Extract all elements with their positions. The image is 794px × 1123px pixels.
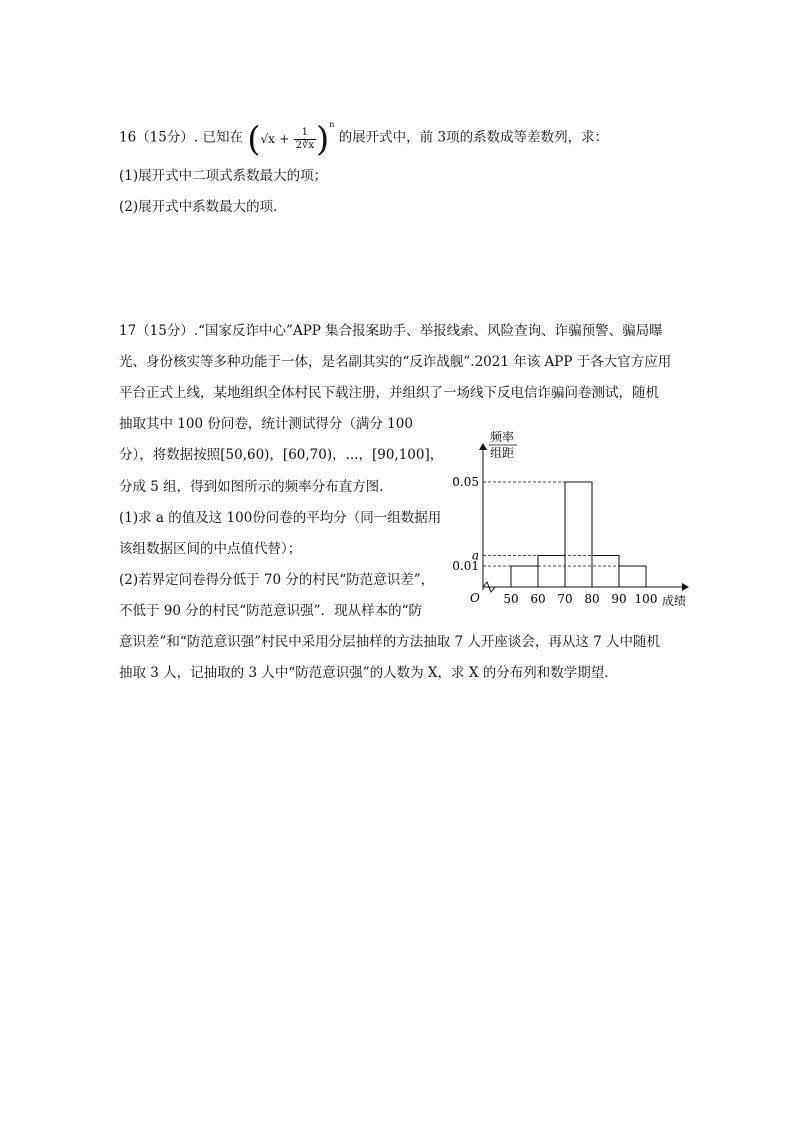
histogram-bar xyxy=(511,566,538,587)
q17-line-4: 抽取其中 100 份问卷，统计测试得分（满分 100 xyxy=(119,416,413,432)
frequency-histogram xyxy=(448,424,698,614)
exponent-n: n xyxy=(329,120,335,129)
x-axis-label: 成绩 xyxy=(662,594,687,608)
y-tick-label: 0.01 xyxy=(452,559,479,573)
q17-line-7: (1)求 a 的值及这 100份问卷的平均分（同一组数据用 xyxy=(119,510,442,526)
binomial-expression: (√x + $\frac{1}{2∛x}$ )$^n$ xyxy=(247,119,335,160)
y-label-bottom: 组距 xyxy=(490,446,515,460)
q17-line-2: 光、身份核实等多种功能于一体，是名副其实的“反诈战舰”.2021 年该 APP 于各大官方应用 xyxy=(119,354,672,370)
q17-line-6: 分成 5 组，得到如图所示的频率分布直方图. xyxy=(119,479,384,495)
histogram-bar xyxy=(538,556,565,588)
q17-line-8: 该组数据区间的中点值代替）； xyxy=(119,541,302,557)
q16-head: 16（15分）. 已知在 xyxy=(119,129,243,146)
q17-line-11: 意识差”和“防范意识强”村民中采用分层抽样的方法抽取 7 人开座谈会，再从这 7 人中随机 xyxy=(119,634,661,650)
q17-line-5: 分），将数据按照[50,60)，[60,70)，...，[90,100]， xyxy=(119,447,444,463)
y-tick-label: a xyxy=(471,548,479,563)
x-tick-label: 60 xyxy=(530,592,546,606)
plus-sign: + xyxy=(279,132,290,146)
y-tick-label: 0.05 xyxy=(452,475,479,489)
fraction-numerator: 1 xyxy=(294,127,316,140)
histogram-bar xyxy=(592,556,619,588)
q16-statement xyxy=(119,117,608,159)
q17-line-10: 不低于 90 分的村民“防范意识强”．现从样本的“防 xyxy=(119,603,422,619)
q17-line-1: 17（15分）.“国家反诈中心”APP 集合报案助手、举报线索、风险查询、诈骗预警、骗局曝 xyxy=(119,323,663,339)
origin-label: O xyxy=(470,591,480,605)
q16-part1: (1)展开式中二项式系数最大的项； xyxy=(119,168,328,184)
fraction-denominator: 2∛x xyxy=(295,140,314,151)
y-label-top: 频率 xyxy=(490,430,515,444)
x-tick-label: 50 xyxy=(503,592,519,606)
x-tick-label: 90 xyxy=(611,592,627,606)
x-tick-label: 80 xyxy=(584,592,600,606)
q17-line-9: (2)若界定问卷得分低于 70 分的村民“防范意识差”， xyxy=(119,572,435,588)
x-tick-label: 100 xyxy=(634,592,658,606)
sqrt-x-term: √x xyxy=(260,132,275,146)
histogram-bar xyxy=(565,482,592,587)
q17-line-3: 平台正式上线，某地组织全体村民下载注册，并组织了一场线下反电信诈骗问卷测试，随机 xyxy=(119,385,659,401)
x-tick-label: 70 xyxy=(557,592,573,606)
q16-tail: 的展开式中，前 3项的系数成等差数列，求： xyxy=(338,129,609,146)
q17-line-12: 抽取 3 人，记抽取的 3 人中“防范意识强”的人数为 X，求 X 的分布列和数学期望． xyxy=(119,665,618,681)
histogram-bar xyxy=(619,566,646,587)
fraction-term xyxy=(294,127,316,152)
q16-part2: (2)展开式中系数最大的项． xyxy=(119,199,287,215)
